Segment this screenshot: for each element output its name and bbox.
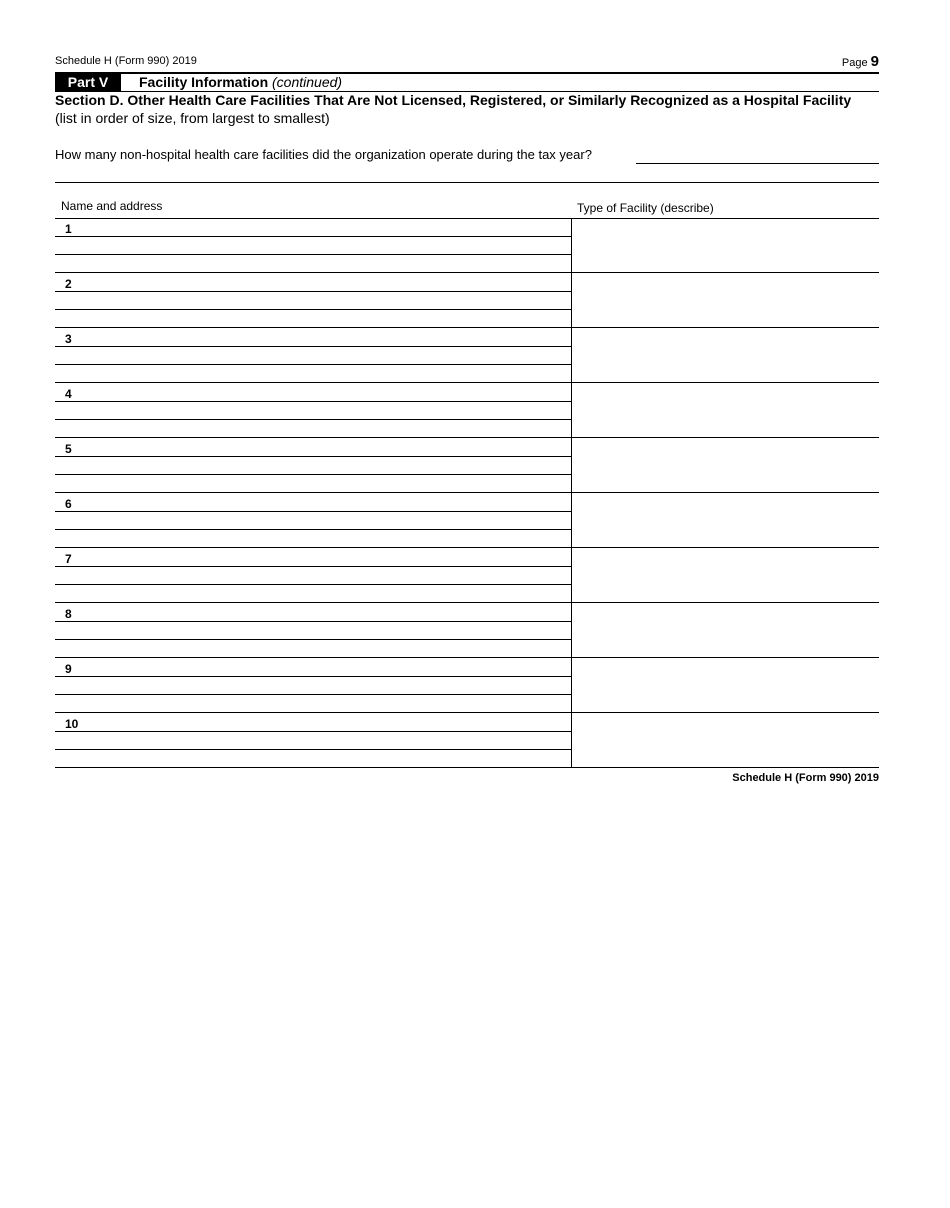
facility-count-question: How many non-hospital health care facilities did the organization operate during the tax year? — [55, 147, 592, 162]
facility-type-field[interactable] — [577, 275, 873, 325]
facilities-table — [55, 218, 879, 768]
page-number: 9 — [870, 53, 879, 70]
name-address-field[interactable] — [85, 550, 565, 565]
table-row — [55, 273, 879, 328]
row-number: 10 — [65, 717, 79, 731]
table-row — [55, 658, 879, 713]
table-row — [55, 328, 879, 383]
section-rule — [55, 182, 879, 183]
col-header-facility-type: Type of Facility (describe) — [577, 201, 714, 215]
table-row — [55, 438, 879, 493]
table-row — [55, 548, 879, 603]
facility-count-field[interactable] — [636, 163, 879, 164]
part-title-text: Facility Information — [139, 74, 269, 90]
row-number: 4 — [65, 387, 72, 401]
name-address-field[interactable] — [85, 495, 565, 510]
col-header-name-address: Name and address — [61, 199, 163, 213]
row-number: 9 — [65, 662, 72, 676]
row-number: 1 — [65, 222, 72, 236]
row-number: 6 — [65, 497, 72, 511]
section-title: Section D. Other Health Care Facilities That Are Not Licensed, Registered, or Similarly Recognized as a Hospital Facility — [55, 92, 852, 108]
row-number: 2 — [65, 277, 72, 291]
name-address-field[interactable] — [85, 605, 565, 620]
table-row — [55, 713, 879, 768]
facility-type-field[interactable] — [577, 330, 873, 380]
name-address-field[interactable] — [85, 440, 565, 455]
table-row — [55, 493, 879, 548]
facility-type-field[interactable] — [577, 715, 873, 765]
name-address-field[interactable] — [85, 275, 565, 290]
name-address-field[interactable] — [85, 715, 565, 730]
form-id-footer: Schedule H (Form 990) 2019 — [732, 772, 879, 784]
row-number: 7 — [65, 552, 72, 566]
facility-type-field[interactable] — [577, 385, 873, 435]
part-title — [139, 74, 342, 91]
facility-type-field[interactable] — [577, 220, 873, 270]
row-number: 5 — [65, 442, 72, 456]
name-address-field[interactable] — [85, 385, 565, 400]
facility-type-field[interactable] — [577, 440, 873, 490]
facility-type-field[interactable] — [577, 660, 873, 710]
page-label: Page — [841, 57, 868, 69]
name-address-field[interactable] — [85, 660, 565, 675]
facility-type-field[interactable] — [577, 605, 873, 655]
row-number: 3 — [65, 332, 72, 346]
name-address-field[interactable] — [85, 220, 565, 235]
part-title-suffix: (continued) — [272, 74, 343, 90]
table-row — [55, 603, 879, 658]
table-row — [55, 383, 879, 438]
part-tag: Part V — [55, 74, 121, 91]
section-subtitle: (list in order of size, from largest to smallest) — [55, 110, 330, 126]
row-number: 8 — [65, 607, 72, 621]
facility-type-field[interactable] — [577, 550, 873, 600]
facility-type-field[interactable] — [577, 495, 873, 545]
table-row — [55, 218, 879, 273]
name-address-field[interactable] — [85, 330, 565, 345]
page-indicator — [842, 53, 879, 70]
form-page — [55, 0, 879, 1208]
form-id-header: Schedule H (Form 990) 2019 — [55, 55, 197, 67]
